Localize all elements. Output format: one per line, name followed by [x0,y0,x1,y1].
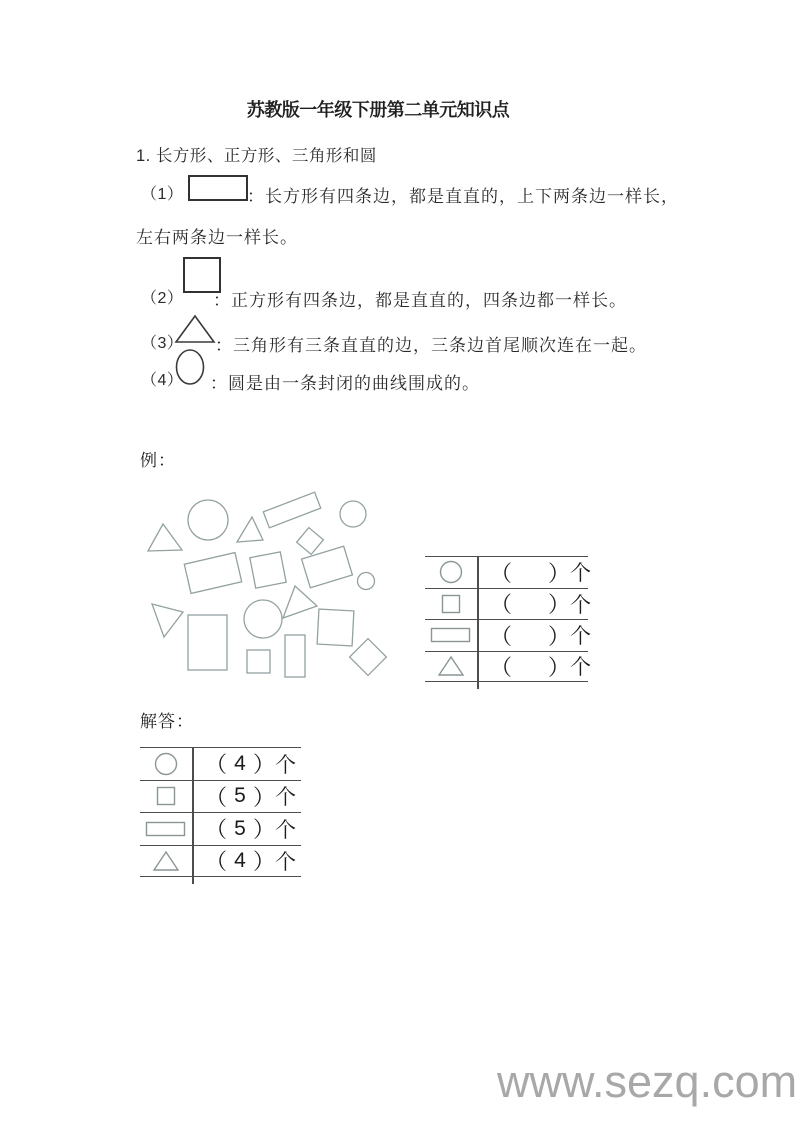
item-1-text-line2: 左右两条边一样长。 [136,228,298,247]
triangle-icon [140,850,192,872]
table-divider [477,556,479,689]
close-paren: ） [548,592,571,618]
scattered-shapes-figure [140,483,400,693]
count-value: 5 [234,816,246,840]
table-row [425,651,592,683]
open-paren: （ [490,654,513,680]
open-paren: （ [490,560,513,586]
unit-label: 个 [275,818,297,842]
figure-rectangle-1 [263,492,320,528]
square-icon [140,786,192,806]
figure-rectangle-5 [285,635,305,677]
figure-rectangle-4 [188,615,227,670]
figure-circle-4 [244,600,282,638]
figure-square-3 [247,650,270,673]
table-row [140,812,301,845]
item-4-number: （4） [141,372,184,389]
table-divider [192,747,194,884]
close-paren: ） [548,654,571,680]
unit-label: 个 [275,753,297,777]
close-paren: ） [253,817,276,843]
figure-triangle-4 [152,604,183,637]
unit-label: 个 [275,786,297,810]
item-2-number: （2） [141,290,184,307]
item-3-number: （3） [141,335,184,352]
figure-square-4 [317,609,354,646]
section-heading: 1. 长方形、正方形、三角形和圆 [136,147,377,165]
figure-square-2 [250,552,286,588]
figure-rectangle-2 [184,553,241,594]
triangle-shape-icon [174,314,216,344]
figure-triangle-3 [283,586,317,618]
open-paren: （ [205,849,228,875]
item-1-number: （1） [141,186,184,203]
figure-circle-1 [188,500,228,540]
close-paren: ） [548,560,571,586]
close-paren: ） [253,784,276,810]
square-icon [425,594,477,614]
table-row [425,619,592,651]
unit-label: 个 [570,593,592,617]
item-1-text: ：长方形有四条边，都是直直的，上下两条边一样长， [247,187,679,206]
rectangle-icon [425,627,477,643]
answer-label: 解答： [140,712,194,731]
circle-icon [425,560,477,584]
page-title: 苏教版一年级下册第二单元知识点 [246,100,510,120]
open-paren: （ [205,752,228,778]
close-paren: ） [548,623,571,649]
count-value: 4 [234,848,246,872]
close-paren: ） [253,849,276,875]
item-3-text: ：三角形有三条直直的边，三条边首尾顺次连在一起。 [215,336,647,355]
item-2-text: ：正方形有四条边，都是直直的，四条边都一样长。 [213,291,627,310]
unit-label: 个 [570,625,592,649]
open-paren: （ [205,784,228,810]
watermark: www.sezq.com [497,1056,798,1107]
example-count-table [425,556,592,682]
close-paren: ） [253,752,276,778]
figure-square-5 [350,639,387,676]
unit-label: 个 [570,656,592,680]
circle-icon [140,752,192,776]
figure-triangle-1 [148,524,182,551]
open-paren: （ [490,592,513,618]
circle-shape-icon [175,348,207,388]
table-row [425,588,592,620]
table-row [425,556,592,588]
unit-label: 个 [570,562,592,586]
figure-circle-3 [358,573,375,590]
figure-circle-2 [340,501,366,527]
figure-triangle-2 [237,517,263,542]
rectangle-icon [140,821,192,837]
table-row [140,845,301,878]
rectangle-shape-icon [188,175,248,201]
open-paren: （ [205,817,228,843]
open-paren: （ [490,623,513,649]
answer-count-table [140,747,301,877]
example-label: 例： [140,451,176,470]
unit-label: 个 [275,850,297,874]
count-value: 4 [234,751,246,775]
table-row [140,747,301,780]
triangle-icon [425,655,477,677]
figure-square-1 [297,528,324,555]
count-value: 5 [234,784,246,808]
table-row [140,780,301,813]
item-4-text: ：圆是由一条封闭的曲线围成的。 [210,374,480,393]
